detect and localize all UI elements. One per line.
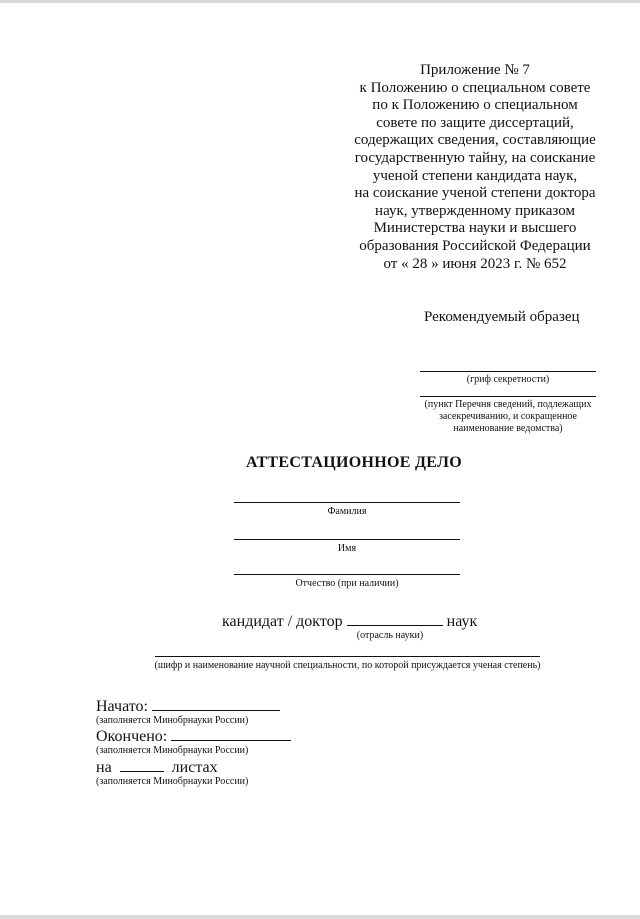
started-blank (152, 697, 280, 711)
sheets-count-blank (120, 758, 164, 772)
appendix-line: совете по защите диссертаций, (376, 114, 574, 131)
secrecy-caption: (гриф секретности) (466, 374, 550, 385)
science-field-caption: (отрасль науки) (356, 630, 424, 641)
sheets-note: (заполняется Минобрнауки России) (96, 776, 249, 787)
degree-left-text: кандидат / доктор (222, 613, 343, 630)
degree-right-text: наук (446, 613, 478, 630)
page-edge-bottom (0, 915, 640, 919)
ministry-caption-line: засекречиванию, и сокращенное (438, 411, 577, 422)
appendix-line: Министерства науки и высшего (373, 220, 577, 237)
recommended-sample-label: Рекомендуемый образец (424, 309, 580, 325)
degree-row (222, 612, 477, 631)
finished-note: (заполняется Минобрнауки России) (96, 745, 249, 756)
appendix-line: содержащих сведения, составляющие (354, 132, 596, 149)
sheets-on-label: на (96, 759, 112, 776)
appendix-line: к Положению о специальном совете (359, 79, 591, 96)
sheets-label: листах (171, 759, 218, 776)
ministry-caption (408, 399, 608, 435)
started-note: (заполняется Минобрнауки России) (96, 715, 249, 726)
page-edge-top (0, 0, 640, 3)
specialty-line (155, 656, 540, 657)
science-field-blank (347, 612, 443, 626)
appendix-line: Приложение № 7 (420, 62, 530, 78)
ministry-caption-line: наименование ведомства) (453, 423, 563, 434)
document-title: АТТЕСТАЦИОННОЕ ДЕЛО (246, 454, 463, 471)
specialty-caption: (шифр и наименование научной специальности, по которой присуждается ученая степень) (154, 660, 541, 671)
ministry-caption-line: (пункт Перечня сведений, подлежащих (424, 399, 592, 410)
started-label: Начато: (96, 698, 148, 715)
appendix-line: на соискание ученой степени доктора (354, 185, 596, 202)
patronymic-line (234, 574, 460, 575)
appendix-header (330, 62, 620, 273)
appendix-line: по к Положению о специальном (372, 97, 578, 114)
ministry-line (420, 396, 596, 397)
appendix-line: образования Российской Федерации (359, 237, 591, 254)
finished-label: Окончено: (96, 728, 168, 745)
patronymic-caption: Отчество (при наличии) (295, 578, 399, 589)
name-caption: Имя (337, 543, 357, 554)
surname-line (234, 502, 460, 503)
appendix-line: государственную тайну, на соискание (354, 149, 596, 166)
appendix-line: ученой степени кандидата наук, (372, 167, 578, 184)
finished-row (96, 727, 291, 746)
surname-caption: Фамилия (327, 506, 367, 517)
appendix-line: от « 28 » июня 2023 г. № 652 (383, 255, 567, 272)
secrecy-line (420, 371, 596, 372)
finished-blank (171, 727, 291, 741)
started-row (96, 697, 280, 716)
sheets-row (96, 758, 218, 777)
appendix-line: наук, утвержденному приказом (375, 202, 575, 219)
name-line (234, 539, 460, 540)
